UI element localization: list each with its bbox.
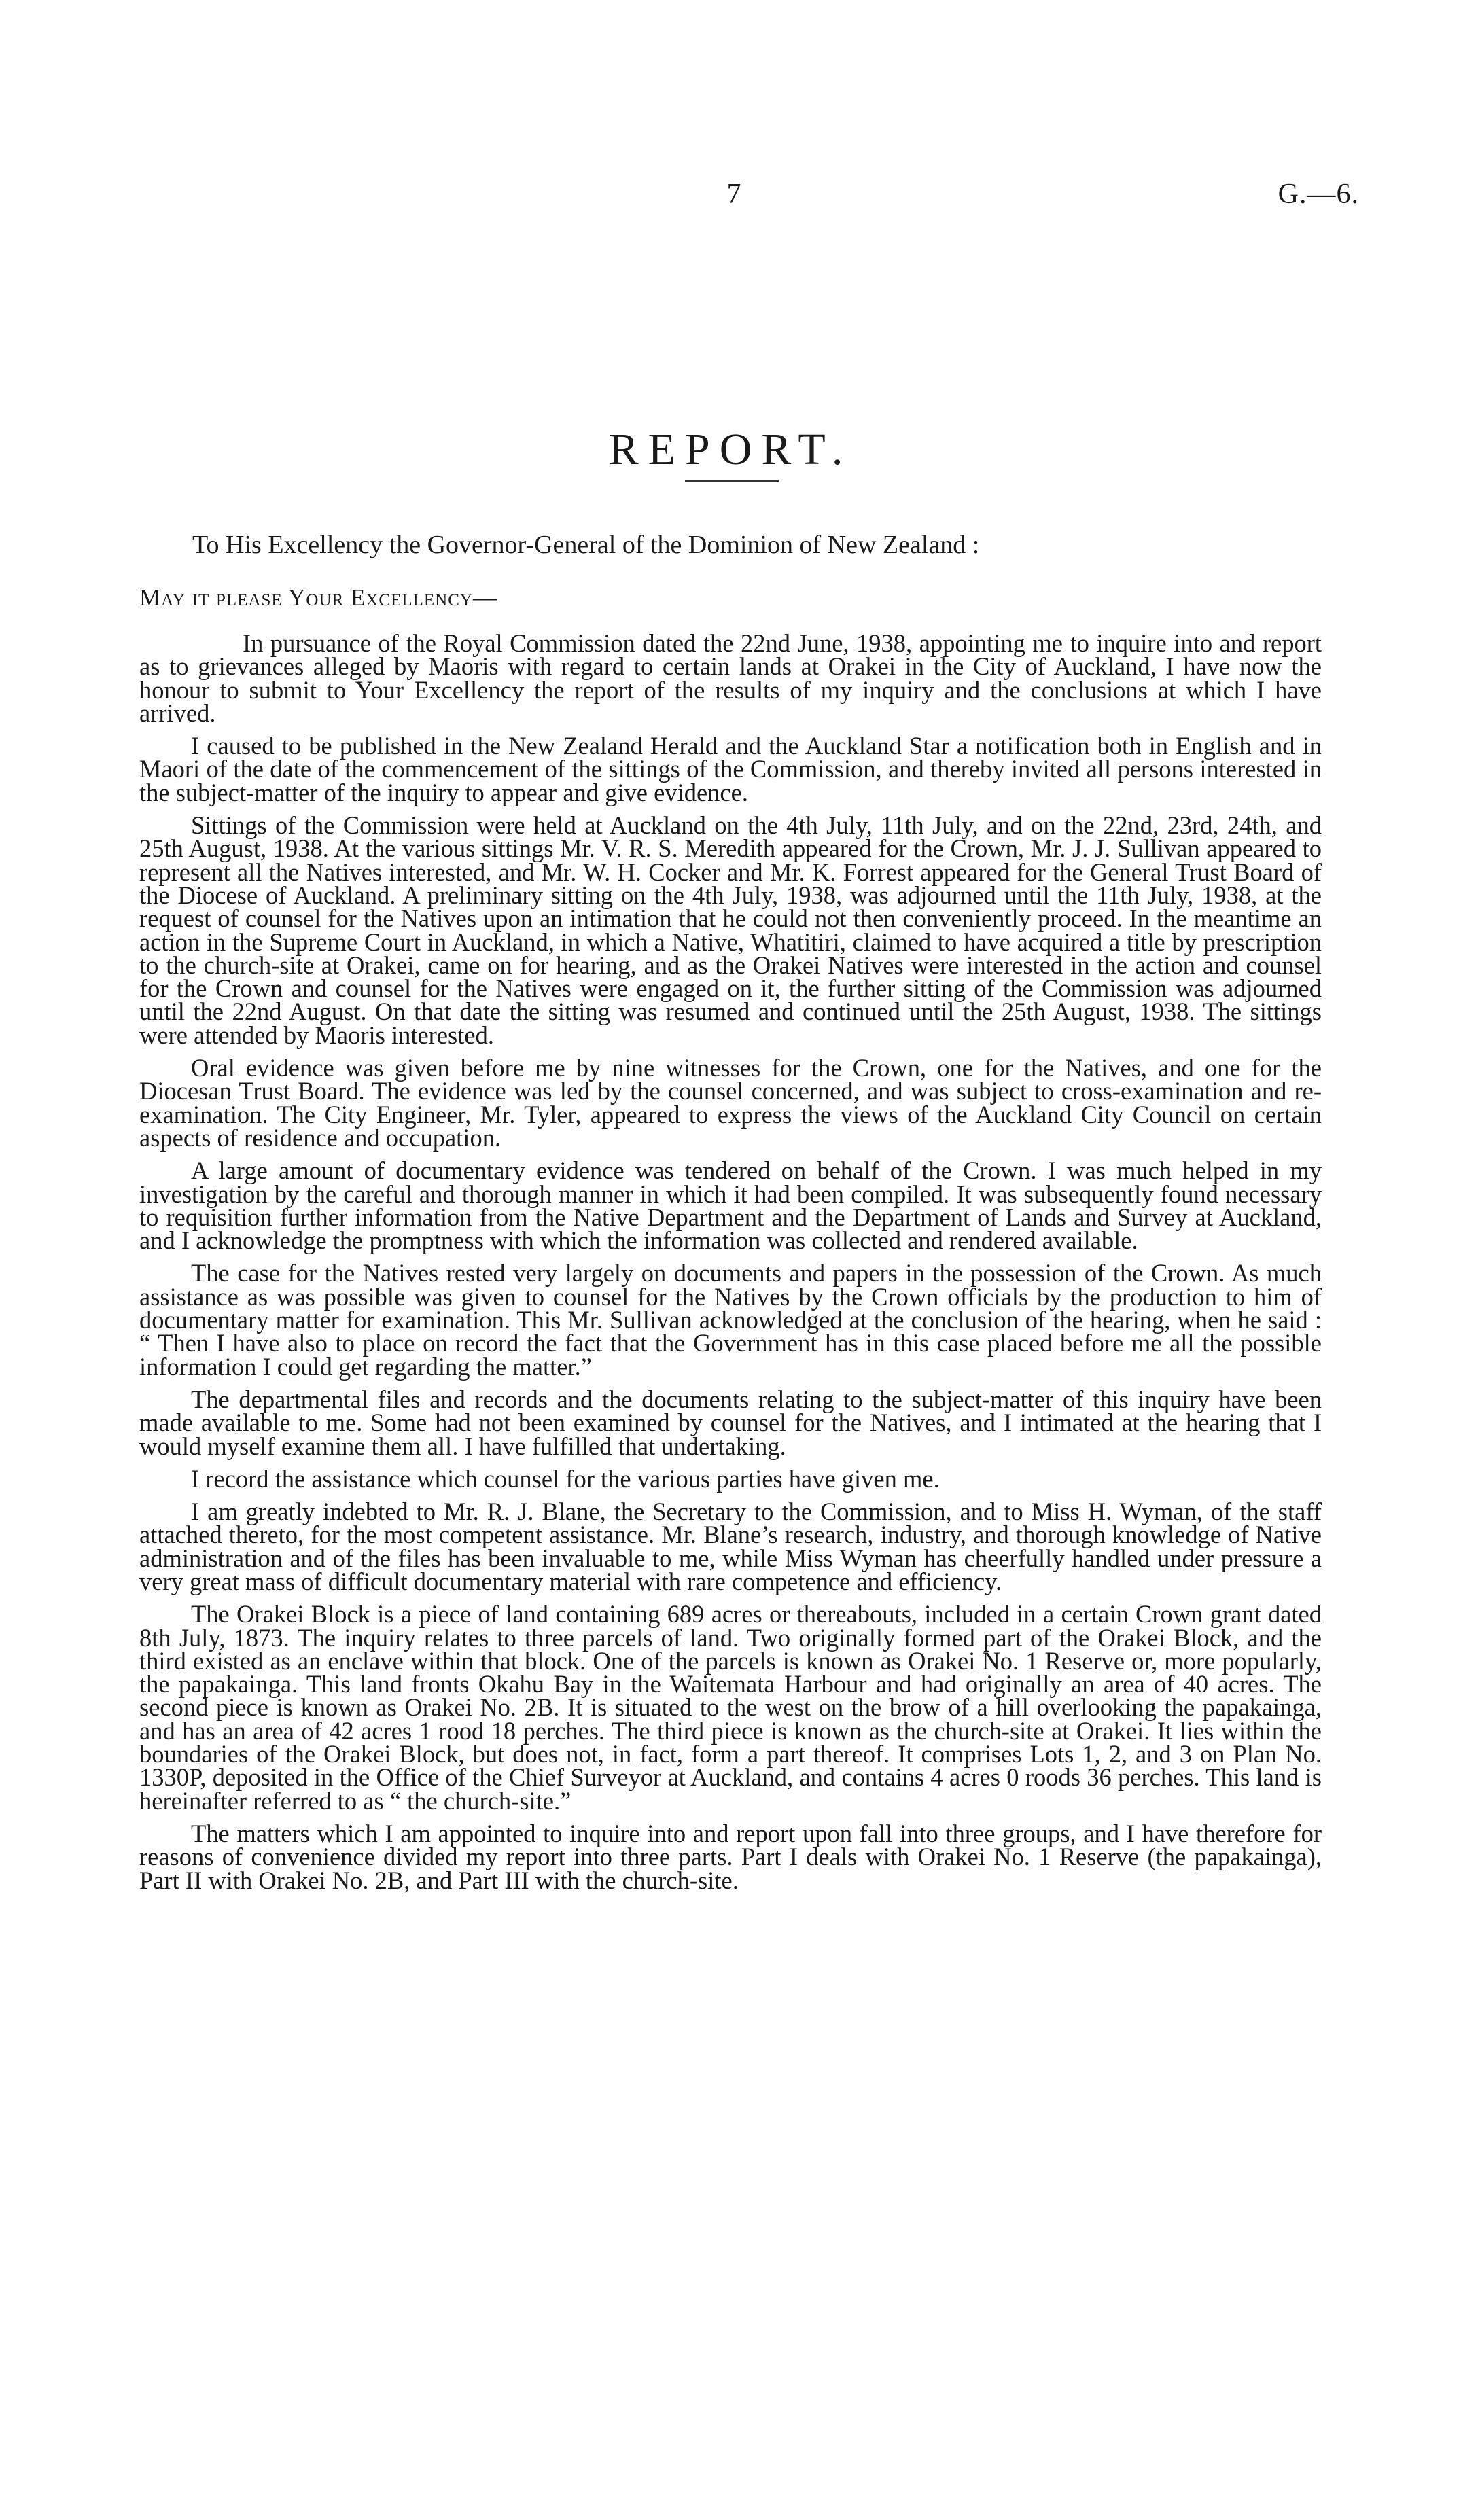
title-divider (685, 480, 779, 482)
document-code: G.—6. (1278, 179, 1359, 210)
paragraph: The departmental files and records and the documents relating to the subject-matter of this inquiry have been made available to me. Some had not been examined by counsel for the Natives, and I intimated at the hearing that I would myself examine them all. I have fulfilled that undertaking. (139, 1385, 1322, 1460)
paragraph: A large amount of documentary evidence was tendered on behalf of the Crown. I was much helped in my investigation by the careful and thorough manner in which it had been compiled. It was subsequently found necessary to requisition further information from the Native Department and the Department of Lands and Survey at Auckland, and I acknowledge the promptness with which the information was collected and rendered available. (139, 1156, 1322, 1255)
paragraph: The case for the Natives rested very largely on documents and papers in the possession of the Crown. As much assistance as was possible was given to counsel for the Natives by the Crown officials by the production to him of documentary matter for examination. This Mr. Sullivan acknowledged at the conclusion of the hearing, when he said : “ Then I have also to place on record the fact that the Government has in this case placed before me all the possible information I could get regarding the matter.” (139, 1259, 1322, 1381)
page-header (0, 178, 1461, 219)
paragraph: The Orakei Block is a piece of land containing 689 acres or thereabouts, included in a certain Crown grant dated 8th July, 1873. The inquiry relates to three parcels of land. Two originally formed part of the Orakei Block, and the third existed as an enclave within that block. One of the parcels is known as Orakei No. 1 Reserve or, more popularly, the papakainga. This land fronts Okahu Bay in the Waitemata Harbour and had originally an area of 40 acres. The second piece is known as Orakei No. 2B. It is situated to the west on the brow of a hill overlooking the papakainga, and has an area of 42 acres 1 rood 18 perches. The third piece is known as the church-site at Orakei. It lies within the boundaries of the Orakei Block, but does not, in fact, form a part thereof. It comprises Lots 1, 2, and 3 on Plan No. 1330P, deposited in the Office of the Chief Surveyor at Auckland, and contains 4 acres 0 roods 36 perches. This land is hereinafter referred to as “ the church-site.” (139, 1600, 1322, 1815)
address-line: To His Excellency the Governor-General of the Dominion of New Zealand : (192, 531, 980, 559)
paragraph: I record the assistance which counsel for the various parties have given me. (191, 1464, 940, 1493)
paragraph: In pursuance of the Royal Commission dated the 22nd June, 1938, appointing me to inquire into and report as to grievances alleged by Maoris with regard to certain lands at Orakei in the City of Auckland, I have now the honour to submit to Your Excellency the report of the results of my inquiry and the conclusions at which I have arrived. (139, 629, 1322, 727)
report-body (139, 629, 1322, 1902)
salutation: May it please Your Excellency— (139, 584, 497, 611)
report-title: REPORT. (608, 425, 853, 475)
paragraph: I caused to be published in the New Zealand Herald and the Auckland Star a notification both in English and in Maori of the date of the commencement of the sittings of the Commission, and thereby invited all persons interested in the subject-matter of the inquiry to appear and give evidence. (139, 732, 1322, 806)
page-number: 7 (726, 179, 741, 210)
paragraph: The matters which I am appointed to inquire into and report upon fall into three groups, and I have therefore for reasons of convenience divided my report into three parts. Part I deals with Orakei No. 1 Reserve (the papakainga), Part II with Orakei No. 2B, and Part III with the church-site. (139, 1819, 1322, 1894)
paragraph: Oral evidence was given before me by nine witnesses for the Crown, one for the Natives, and one for the Diocesan Trust Board. The evidence was led by the counsel concerned, and was subject to cross-examination and re-examination. The City Engineer, Mr. Tyler, appeared to express the views of the Auckland City Council on certain aspects of residence and occupation. (139, 1054, 1322, 1152)
paragraph: Sittings of the Commission were held at Auckland on the 4th July, 11th July, and on the 22nd, 23rd, 24th, and 25th August, 1938. At the various sittings Mr. V. R. S. Meredith appeared for the Crown, Mr. J. J. Sullivan appeared to represent all the Natives interested, and Mr. W. H. Cocker and Mr. K. Forrest appeared for the General Trust Board of the Diocese of Auckland. A preliminary sitting on the 4th July, 1938, was adjourned until the 11th July, 1938, at the request of counsel for the Natives upon an intimation that he could not then conveniently proceed. In the meantime an action in the Supreme Court in Auckland, in which a Native, Whatitiri, claimed to have acquired a title by prescription to the church-site at Orakei, came on for hearing, and as the Orakei Natives were interested in the action and counsel for the Crown and counsel for the Natives were engaged on it, the further sitting of the Commission was adjourned until the 22nd August. On that date the sitting was resumed and continued until the 25th August, 1938. The sittings were attended by Maoris interested. (139, 811, 1322, 1049)
paragraph: I am greatly indebted to Mr. R. J. Blane, the Secretary to the Commission, and to Miss H. Wyman, of the staff attached thereto, for the most competent assistance. Mr. Blane’s research, industry, and thorough knowledge of Native administration and of the files has been invaluable to me, while Miss Wyman has cheerfully handled under pressure a very great mass of difficult documentary material with rare competence and efficiency. (139, 1497, 1322, 1595)
